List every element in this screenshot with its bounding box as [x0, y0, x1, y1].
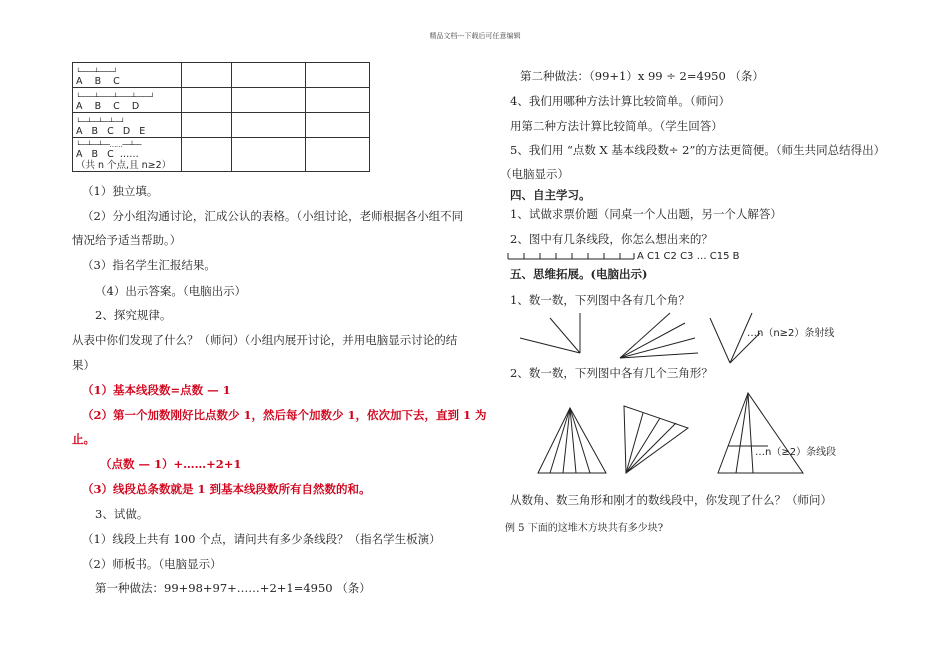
table-cell [73, 88, 182, 113]
point-labels: A B C …… [76, 149, 139, 160]
table-cell[interactable] [232, 88, 306, 113]
text-line: （4）出示答案。（电脑出示） [95, 284, 247, 298]
text-line: 从表中你们发现了什么？（师问）（小组内展开讨论，并用电脑显示讨论的结 [72, 333, 458, 347]
text-line: （3）指名学生汇报结果。 [82, 258, 216, 272]
segment-diagram: └──┴──┴──┴──┘ [76, 118, 125, 126]
text-line: 5、我们用 “点数 X 基本线段数÷ 2”的方法更简便。（师生共同总结得出） [510, 143, 886, 157]
text-line: 第二种做法：（99+1）x 99 ÷ 2=4950 （条） [520, 69, 764, 83]
text-line: 情况给予适当帮助。） [72, 233, 182, 247]
page-header: 精品文档---下载后可任意编辑 [429, 32, 521, 40]
table-cell[interactable] [182, 88, 232, 113]
text-line: 2、探究规律。 [95, 308, 172, 322]
text-line: 2、图中有几条线段，你怎么想出来的？ [510, 232, 713, 246]
table-cell[interactable] [306, 113, 370, 138]
text-line: 从数角、数三角形和刚才的数线段中，你发现了什么？（师问） [510, 493, 832, 507]
text-line: 1、试做求票价题（同桌一个人出题，另一个人解答） [510, 207, 782, 221]
triangle-figure-1 [538, 408, 606, 473]
table-row [73, 138, 370, 172]
segment-labels: A C1 C2 C3 … C15 B [637, 251, 740, 262]
text-line: （1）线段上共有 100 个点，请问共有多少条线段？（指名学生板演） [82, 532, 441, 546]
text-line: 1、数一数，下列图中各有几个角？ [510, 293, 690, 307]
rule-2: （2）第一个加数刚好比点数少 1，然后每个加数少 1，依次加下去，直到 1 为 [82, 408, 487, 422]
rule-3: （3）线段总条数就是 1 到基本线段数所有自然数的和。 [82, 482, 371, 496]
text-line: 用第二种方法计算比较简单。（学生回答） [510, 119, 723, 133]
triangle-figure-2 [624, 406, 688, 473]
table-cell [73, 113, 182, 138]
table-cell[interactable] [182, 63, 232, 88]
table-note: （共 n 个点,且 n≥2） [76, 160, 172, 171]
table-cell[interactable] [232, 113, 306, 138]
table-cell [73, 63, 182, 88]
segments-label: …n（≥2）条线段 [755, 447, 837, 458]
text-line: 2、数一数，下列图中各有几个三角形？ [510, 366, 713, 380]
rule-2-cont: 止。 [72, 432, 95, 446]
text-line: （2）分小组沟通讨论，汇成公认的表格。（小组讨论，老师根据各小组不同 [82, 209, 464, 223]
table-cell[interactable] [232, 138, 306, 172]
text-line: 3、试做。 [95, 507, 149, 521]
rays-label: …n（n≥2）条射线 [747, 328, 835, 339]
text-line: 4、我们用哪种方法计算比较简单。（师问） [510, 94, 731, 108]
rule-1: （1）基本线段数=点数 — 1 [82, 383, 231, 397]
text-line: 果） [72, 358, 95, 372]
text-line: （2）师板书。（电脑显示） [82, 557, 222, 571]
segment-figure [506, 250, 636, 262]
text-line: （电脑显示） [500, 167, 569, 181]
point-labels: A B C [76, 76, 120, 87]
table-cell[interactable] [182, 138, 232, 172]
point-labels: A B C D [76, 101, 140, 112]
segment-diagram: └────┴────┘ [76, 68, 117, 76]
example-5: 例 5 下面的这堆木方块共有多少块? [505, 523, 664, 534]
table-row [73, 113, 370, 138]
points-table [72, 62, 370, 172]
table-cell[interactable] [232, 63, 306, 88]
table-cell[interactable] [182, 113, 232, 138]
table-row [73, 63, 370, 88]
triangle-figure-3 [718, 393, 803, 473]
table-cell[interactable] [306, 88, 370, 113]
section-heading: 四、自主学习。 [510, 188, 591, 202]
text-line: （1）独立填。 [82, 184, 159, 198]
segment-diagram: └────┴────┴────┴────┘ [76, 93, 155, 101]
angle-figure-2 [620, 313, 698, 358]
table-cell [73, 138, 182, 172]
angle-figure-1 [520, 313, 580, 353]
point-labels: A B C D E [76, 126, 146, 137]
text-line: 第一种做法：99+98+97+……+2+1=4950 （条） [95, 581, 371, 595]
table-cell[interactable] [306, 63, 370, 88]
section-heading: 五、思维拓展。(电脑出示) [510, 267, 648, 281]
rule-formula: （点数 — 1）+……+2+1 [100, 457, 242, 471]
segment-diagram: └──┴──┴──……──┴── [76, 141, 142, 149]
table-row [73, 88, 370, 113]
triangle-figures [538, 388, 868, 478]
table-cell[interactable] [306, 138, 370, 172]
